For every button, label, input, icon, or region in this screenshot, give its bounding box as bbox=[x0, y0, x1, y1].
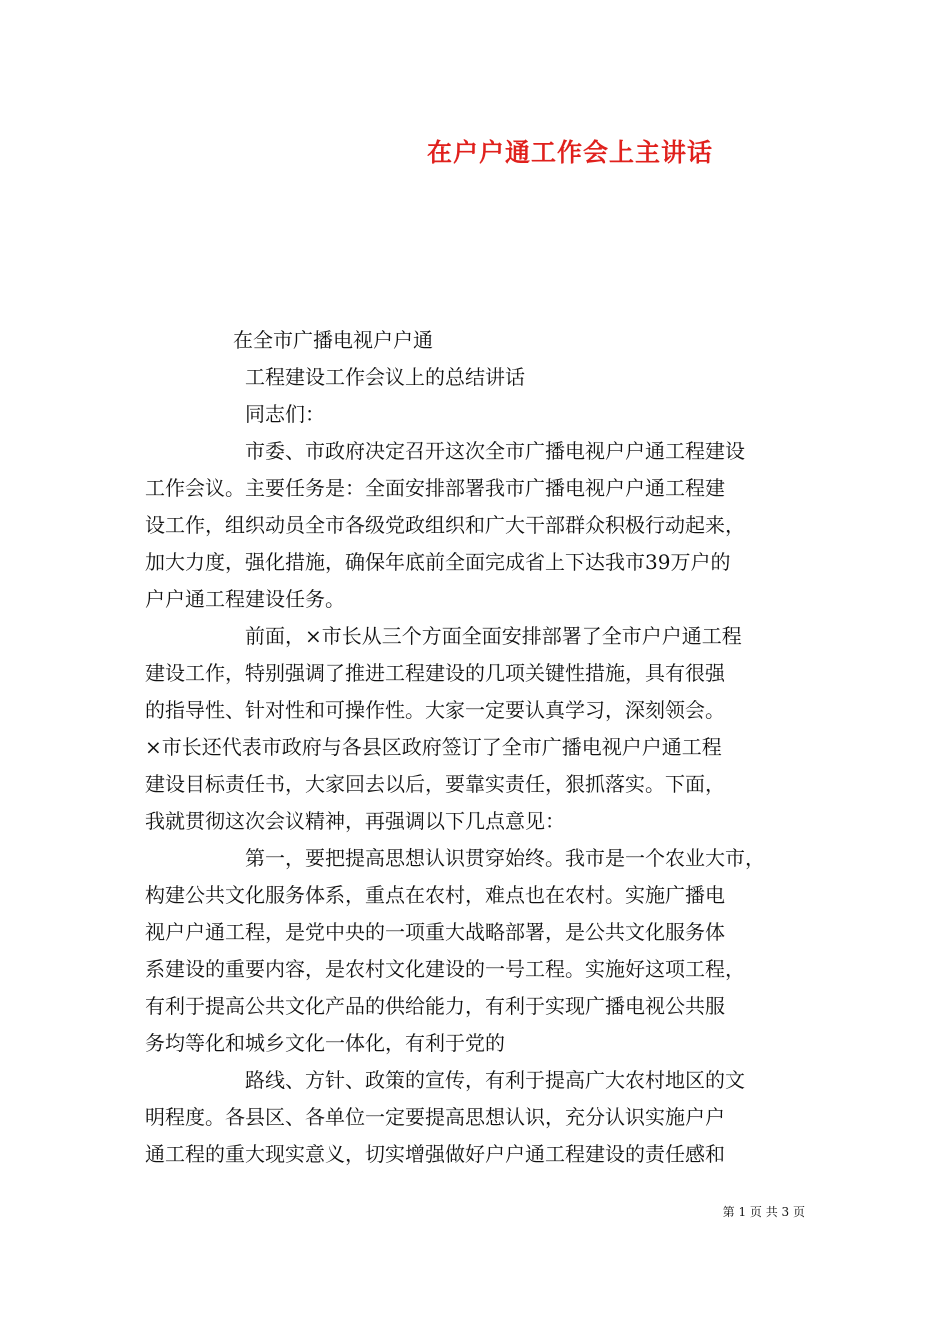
page-footer bbox=[0, 1203, 950, 1220]
text-line: 第一，要把提高思想认识贯穿始终。我市是一个农业大市， bbox=[245, 846, 765, 870]
document-body bbox=[145, 322, 805, 1173]
text-line: 工作会议。主要任务是：全面安排部署我市广播电视户户通工程建 bbox=[145, 476, 725, 500]
text-line: 务均等化和城乡文化一体化，有利于党的 bbox=[145, 1031, 505, 1055]
text-line: 加大力度，强化措施，确保年底前全面完成省上下达我市39万户的 bbox=[145, 550, 731, 574]
text-line: 有利于提高公共文化产品的供给能力，有利于实现广播电视公共服 bbox=[145, 994, 725, 1018]
text-line: 明程度。各县区、各单位一定要提高思想认识，充分认识实施户户 bbox=[145, 1105, 725, 1129]
text-line: 建设目标责任书，大家回去以后，要靠实责任，狠抓落实。下面， bbox=[145, 772, 725, 796]
text-line: 视户户通工程，是党中央的一项重大战略部署，是公共文化服务体 bbox=[145, 920, 725, 944]
text-line: 户户通工程建设任务。 bbox=[145, 587, 345, 611]
text-line: 在全市广播电视户户通 bbox=[233, 328, 433, 352]
text-line: 前面，×市长从三个方面全面安排部署了全市户户通工程 bbox=[245, 624, 742, 648]
text-line: 构建公共文化服务体系，重点在农村，难点也在农村。实施广播电 bbox=[145, 883, 725, 907]
text-line: 通工程的重大现实意义，切实增强做好户户通工程建设的责任感和 bbox=[145, 1142, 725, 1166]
text-line: 工程建设工作会议上的总结讲话 bbox=[245, 365, 525, 389]
text-line: 设工作，组织动员全市各级党政组织和广大干部群众积极行动起来， bbox=[145, 513, 745, 537]
text-line: ×市长还代表市政府与各县区政府签订了全市广播电视户户通工程 bbox=[145, 735, 722, 759]
text-line: 我就贯彻这次会议精神，再强调以下几点意见： bbox=[145, 809, 565, 833]
text-line: 建设工作，特别强调了推进工程建设的几项关键性措施，具有很强 bbox=[145, 661, 725, 685]
text-line: 同志们： bbox=[245, 402, 325, 426]
text-line: 系建设的重要内容，是农村文化建设的一号工程。实施好这项工程， bbox=[145, 957, 745, 981]
text-line: 路线、方针、政策的宣传，有利于提高广大农村地区的文 bbox=[245, 1068, 745, 1092]
document-title: 在户户通工作会上主讲话 bbox=[426, 138, 713, 167]
page-number: 第 1 页 共 3 页 bbox=[722, 1205, 805, 1219]
text-line: 市委、市政府决定召开这次全市广播电视户户通工程建设 bbox=[245, 439, 745, 463]
text-line: 的指导性、针对性和可操作性。大家一定要认真学习，深刻领会。 bbox=[145, 698, 725, 722]
